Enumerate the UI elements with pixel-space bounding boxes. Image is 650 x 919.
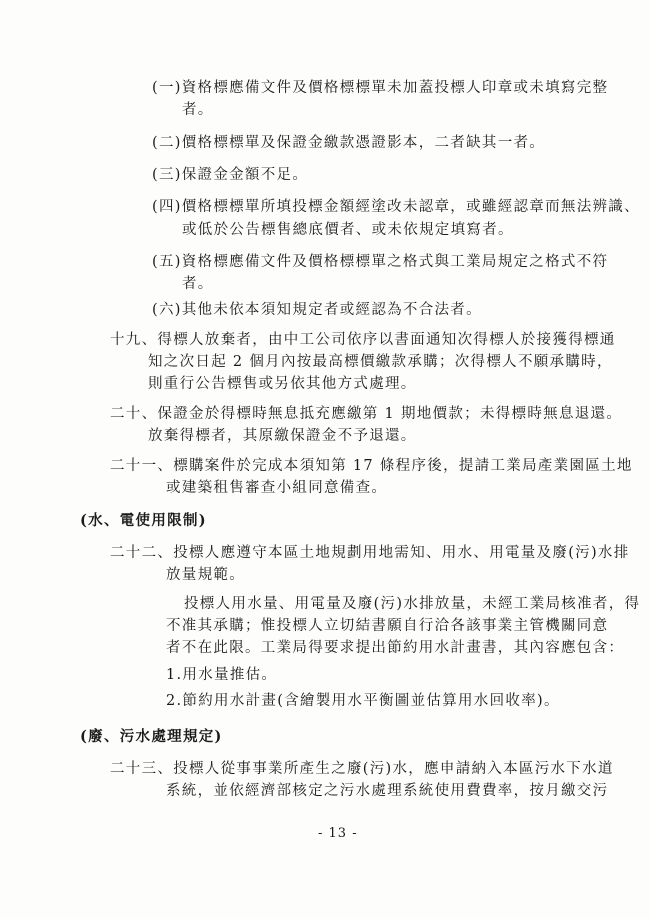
article-22-line-1: 二十二、投標人應遵守本區土地規劃用地需知、用水、用電量及廢(污)水排 [110,545,630,561]
item-2: (二)價格標標單及保證金繳款憑證影本，二者缺其一者。 [152,135,546,151]
section-heading-water-power: (水、電使用限制) [80,512,207,529]
item-3: (三)保證金金額不足。 [152,167,309,183]
article-22-sub-1: 1.用水量推估。 [166,667,278,683]
item-6: (六)其他未依本須知規定者或經認為不合法者。 [152,302,482,318]
item-4-line-2: 或低於公告標售總底價者、或未依規定填寫者。 [182,222,514,238]
article-19-line-1: 十九、得標人放棄者，由中工公司依序以書面通知次得標人於接獲得標通 [110,332,616,348]
article-23-line-1: 二十三、投標人從事事業所產生之廢(污)水，應申請納入本區污水下水道 [110,761,614,777]
item-5-line-1: (五)資格標應備文件及價格標標單之格式與工業局規定之格式不符 [152,254,609,270]
item-1-line-1: (一)資格標應備文件及價格標標單未加蓋投標人印章或未填寫完整 [152,80,609,96]
article-22-para-line-2: 不准其承購；惟投標人立切結書願自行洽各該事業主管機關同意 [166,618,609,634]
article-21-line-1: 二十一、標購案件於完成本須知第 17 條程序後，提請工業局產業園區土地 [110,458,633,474]
article-20-line-1: 二十、保證金於得標時無息抵充應繳第 1 期地價款；未得標時無息退還。 [110,406,623,422]
section-heading-wastewater: (廢、污水處理規定) [80,728,223,745]
page-number: - 13 - [318,826,358,841]
item-4-line-1: (四)價格標標單所填投標金額經塗改未認章，或雖經認章而無法辨識、 [152,199,640,215]
article-22-sub-2: 2.節約用水計畫(含繪製用水平衡圖並估算用水回收率)。 [166,693,560,709]
article-21-line-2: 或建築租售審查小組同意備查。 [166,480,388,496]
article-22-para-line-1: 投標人用水量、用電量及廢(污)水排放量，未經工業局核准者，得 [184,596,641,612]
article-19-line-3: 則重行公告標售或另依其他方式處理。 [148,376,417,392]
item-5-line-2: 者。 [182,276,214,292]
article-22-line-2: 放量規範。 [166,567,245,583]
article-19-line-2: 知之次日起 2 個月內按最高標價繳款承購；次得標人不願承購時， [148,354,613,370]
item-1-line-2: 者。 [182,102,214,118]
article-23-line-2: 系統，並依經濟部核定之污水處理系統使用費費率，按月繳交污 [166,783,609,799]
article-22-para-line-3: 者不在此限。工業局得要求提出節約用水計畫書，其內容應包含： [166,640,625,656]
article-20-line-2: 放棄得標者，其原繳保證金不予退還。 [148,428,417,444]
